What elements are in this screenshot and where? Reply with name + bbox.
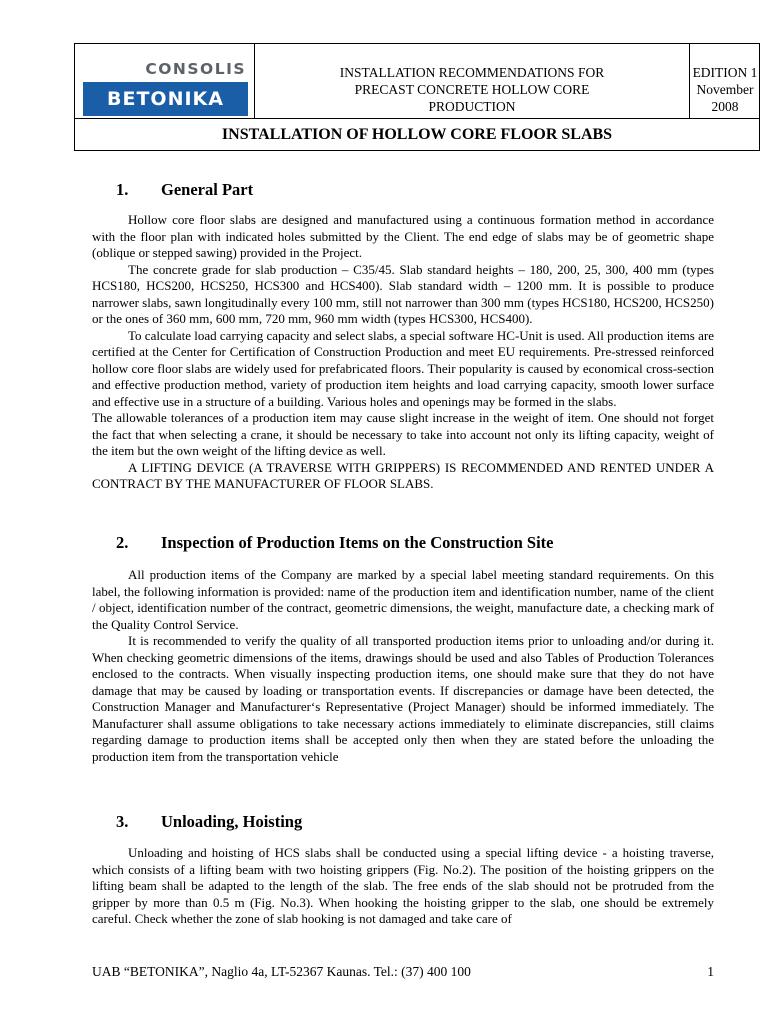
- header-top-row: [75, 44, 759, 119]
- section-number: 1.: [116, 180, 129, 199]
- section-body: [92, 212, 714, 493]
- header-title-line: PRECAST CONCRETE HOLLOW CORE: [354, 82, 590, 97]
- paragraph: To calculate load carrying capacity and select slabs, a special software HC-Unit is used. All production items are certified at the Center for Certification of Construction Production and meet EU requirements. Pre-stressed reinforced hollow core floor slabs are widely used for prefabricated floors. Their popularity is caused by economical cross-section and effective production method, variety of production item heights and load carrying capacity, smooth lower surface and effective use in a structure of a building. Various holes and openings may be formed in the slabs.: [92, 327, 714, 409]
- paragraph: All production items of the Company are marked by a special label meeting standard requirements. On this label, the following information is provided: name of the production item and identification number, name of the client / object, identification number of the contract, geometric dimensions, the weight, manufacture date, a checking mark of the Quality Control Service.: [92, 567, 714, 632]
- header-title-cell: [255, 44, 690, 118]
- paragraph: A LIFTING DEVICE (A TRAVERSE WITH GRIPPERS) IS RECOMMENDED AND RENTED UNDER A CONTRACT BY THE MANUFACTURER OF FLOOR SLABS.: [92, 459, 714, 491]
- section-heading: [116, 533, 554, 553]
- page-number: 1: [707, 964, 714, 979]
- section-number: 3.: [116, 812, 129, 831]
- logo-cell: [75, 44, 255, 118]
- section-heading: [116, 180, 253, 200]
- edition-line: EDITION 1: [692, 65, 758, 80]
- document-header: [74, 43, 760, 151]
- section-heading: [116, 812, 302, 832]
- edition-cell: [690, 44, 760, 118]
- edition-line: 2008: [711, 99, 739, 114]
- section-title: Unloading, Hoisting: [161, 812, 303, 831]
- edition-line: November: [696, 82, 754, 97]
- section-body: [92, 567, 714, 765]
- header-title-line: PRODUCTION: [428, 99, 516, 114]
- paragraph: Hollow core floor slabs are designed and manufactured using a continuous formation method in accordance with the floor plan with indicated holes submitted by the Client. The end edge of slabs may be of geometric shape (oblique or stepped sawing) provided in the Project.: [92, 212, 714, 260]
- section-number: 2.: [116, 533, 129, 552]
- paragraph: The allowable tolerances of a production item may cause slight increase in the weight of item. One should not forget the fact that when selecting a crane, it should be necessary to take into account not only its lifting capacity, weight of the item but the own weight of the lifting device as well.: [92, 410, 714, 458]
- paragraph: Unloading and hoisting of HCS slabs shall be conducted using a special lifting device - a hoisting traverse, which consists of a lifting beam with two hoisting grippers (Fig. No.2). The position of the hoisting grippers on the lifting beam shall be adapted to the length of the slab. The free ends of the slab should not be protruded from the gripper by more than 0.5 m (Fig. No.3). When hooking the hoisting gripper to the slab, one should be extremely careful. Check whether the zone of slab hooking is not damaged and take care of: [92, 845, 714, 926]
- betonika-logo: BETONIKA: [83, 82, 248, 116]
- section-body: [92, 845, 714, 928]
- document-title: INSTALLATION OF HOLLOW CORE FLOOR SLABS: [221, 126, 613, 143]
- paragraph: The concrete grade for slab production – C35/45. Slab standard heights – 180, 200, 25, 300, 400 mm (types HCS180, HCS200, HCS250, HCS300 and HCS400). Slab standard width – 1200 mm. It is possible to produce narrower slabs, sawn longitudinally every 100 mm, still not narrower than 300 mm (types HCS180, HCS200, HCS250) or the ones of 360 mm, 600 mm, 720 mm, 960 mm width (types HCS300, HCS400).: [92, 261, 714, 326]
- section-title: General Part: [161, 180, 254, 199]
- paragraph: It is recommended to verify the quality of all transported production items prior to unloading and/or during it. When checking geometric dimensions of the items, drawings should be used and also Tables of Production Tolerances enclosed to the contracts. When visually inspecting production items, one should make sure that they do not have damage that may be caused by loading or transportation events. If discrepancies or damage have been detected, the Construction Manager and Manufacturer‘s Representative (Project Manager) should be informed immediately. The Manufacturer shall assume obligations to take necessary actions immediately to eliminate discrepancies, still claims regarding damage to production items shall be accepted only then when they are stated before the unloading the production item from the transportation vehicle: [92, 633, 714, 764]
- footer-address: UAB “BETONIKA”, Naglio 4a, LT-52367 Kaunas. Tel.: (37) 400 100: [92, 964, 471, 979]
- header-title-line: INSTALLATION RECOMMENDATIONS FOR: [339, 65, 605, 80]
- section-title: Inspection of Production Items on the Construction Site: [161, 533, 554, 552]
- consolis-logo: CONSOLIS: [145, 60, 246, 78]
